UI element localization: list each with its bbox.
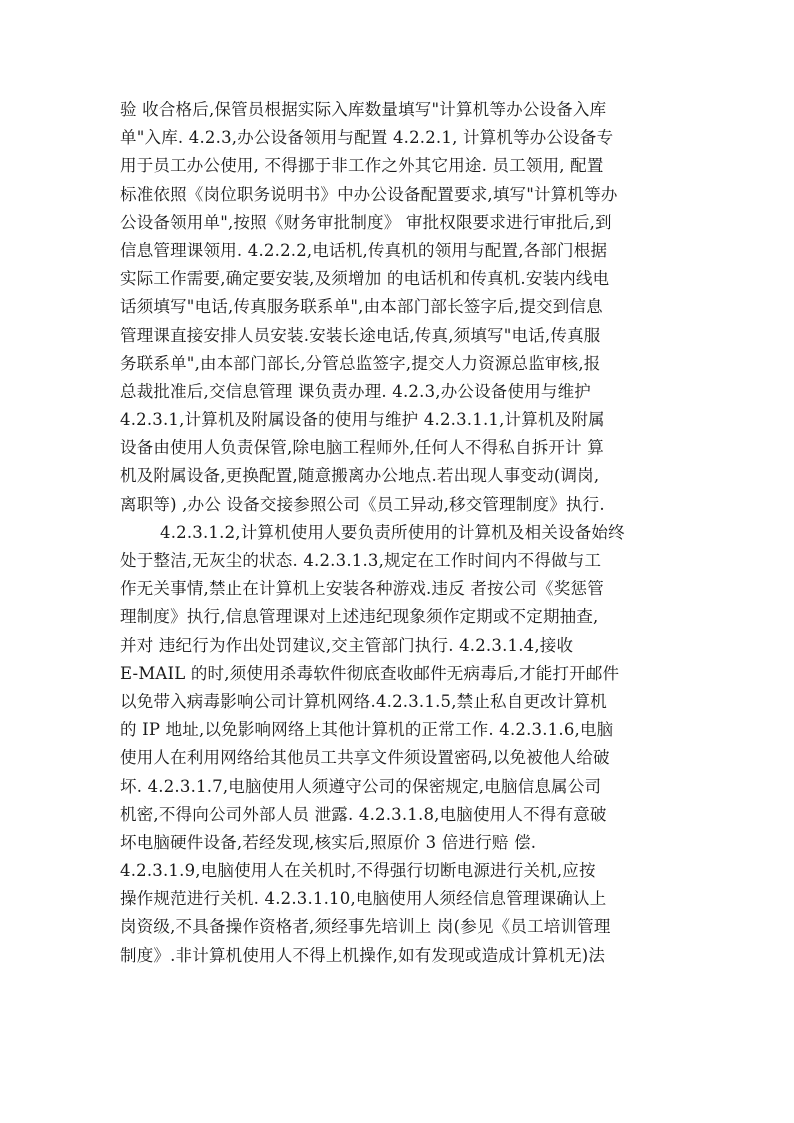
text-line: 的 IP 地址,以免影响网络上其他计算机的正常工作. 4.2.3.1.6,电脑 [120, 720, 614, 740]
text-line: 务联系单",由本部门部长,分管总监签字,提交人力资源总监审核,报 [120, 353, 601, 373]
text-line: 4.2.3.1.9,电脑使用人在关机时,不得强行切断电源进行关机,应按 [120, 861, 596, 881]
text-line: 离职等) ,办公 设备交接参照公司《员工异动,移交管理制度》执行. [120, 494, 605, 514]
text-line: 验 收合格后,保管员根据实际入库数量填写"计算机等办公设备入库 [120, 100, 607, 119]
text-line: 制度》.非计算机使用人不得上机操作,如有发现或造成计算机无)法 [120, 945, 606, 965]
text-line: 以免带入病毒影响公司计算机网络.4.2.3.1.5,禁止私自更改计算机 [120, 691, 607, 711]
text-line: 操作规范进行关机. 4.2.3.1.10,电脑使用人须经信息管理课确认上 [120, 889, 607, 909]
text-line: 作无关事情,禁止在计算机上安装各种游戏.违反 者按公司《奖惩管 [120, 579, 604, 599]
text-line: 公设备领用单",按照《财务审批制度》 审批权限要求进行审批后,到 [120, 212, 612, 232]
text-line: E-MAIL 的时,须使用杀毒软件彻底查收邮件无病毒后,才能打开邮件 [120, 663, 620, 683]
text-line: 单"入库. 4.2.3,办公设备领用与配置 4.2.2.1, 计算机等办公设备专 [120, 128, 614, 148]
text-line: 管理课直接安排人员安装.安装长途电话,传真,须填写"电话,传真服 [120, 325, 601, 345]
text-line: 用于员工办公使用, 不得挪于非工作之外其它用途. 员工领用, 配置 [120, 156, 604, 176]
text-line: 实际工作需要,确定要安装,及须增加 的电话机和传真机.安装内线电 [120, 269, 610, 289]
text-line: 标准依照《岗位职务说明书》中办公设备配置要求,填写"计算机等办 [120, 184, 618, 204]
text-line: 机密,不得向公司外部人员 泄露. 4.2.3.1.8,电脑使用人不得有意破 [120, 804, 607, 824]
document-body [120, 96, 690, 970]
text-line: 坏. 4.2.3.1.7,电脑使用人须遵守公司的保密规定,电脑信息属公司 [120, 776, 602, 796]
text-line: 设备由使用人负责保管,除电脑工程师外,任何人不得私自拆开计 算 [120, 438, 604, 458]
text-line: 坏电脑硬件设备,若经发现,核实后,照原价 3 倍进行赔 偿. [120, 832, 537, 852]
text-line: 处于整洁,无灰尘的状态. 4.2.3.1.3,规定在工作时间内不得做与工 [120, 551, 602, 570]
text-line: 并对 违纪行为作出处罚建议,交主管部门执行. 4.2.3.1.4,接收 [120, 635, 574, 655]
text-line: 理制度》执行,信息管理课对上述违纪现象须作定期或不定期抽查, [120, 607, 599, 627]
text-line: 信息管理课领用. 4.2.2.2,电话机,传真机的领用与配置,各部门根据 [120, 240, 608, 260]
text-line: 总裁批准后,交信息管理 课负责办理. 4.2.3,办公设备使用与维护 [120, 381, 592, 401]
text-line: 岗资级,不具备操作资格者,须经事先培训上 岗(参见《员工培训管理 [120, 917, 611, 937]
text-line: 机及附属设备,更换配置,随意搬离办公地点.若出现人事变动(调岗, [120, 466, 600, 486]
text-line: 4.2.3.1.2,计算机使用人要负责所使用的计算机及相关设备始终 [160, 522, 625, 542]
text-line: 使用人在利用网络给其他员工共享文件须设置密码,以免被他人给破 [120, 748, 610, 768]
text-line: 4.2.3.1,计算机及附属设备的使用与维护 4.2.3.1.1,计算机及附属 [120, 410, 605, 430]
text-line: 话须填写"电话,传真服务联系单",由本部门部长签字后,提交到信息 [120, 297, 603, 317]
